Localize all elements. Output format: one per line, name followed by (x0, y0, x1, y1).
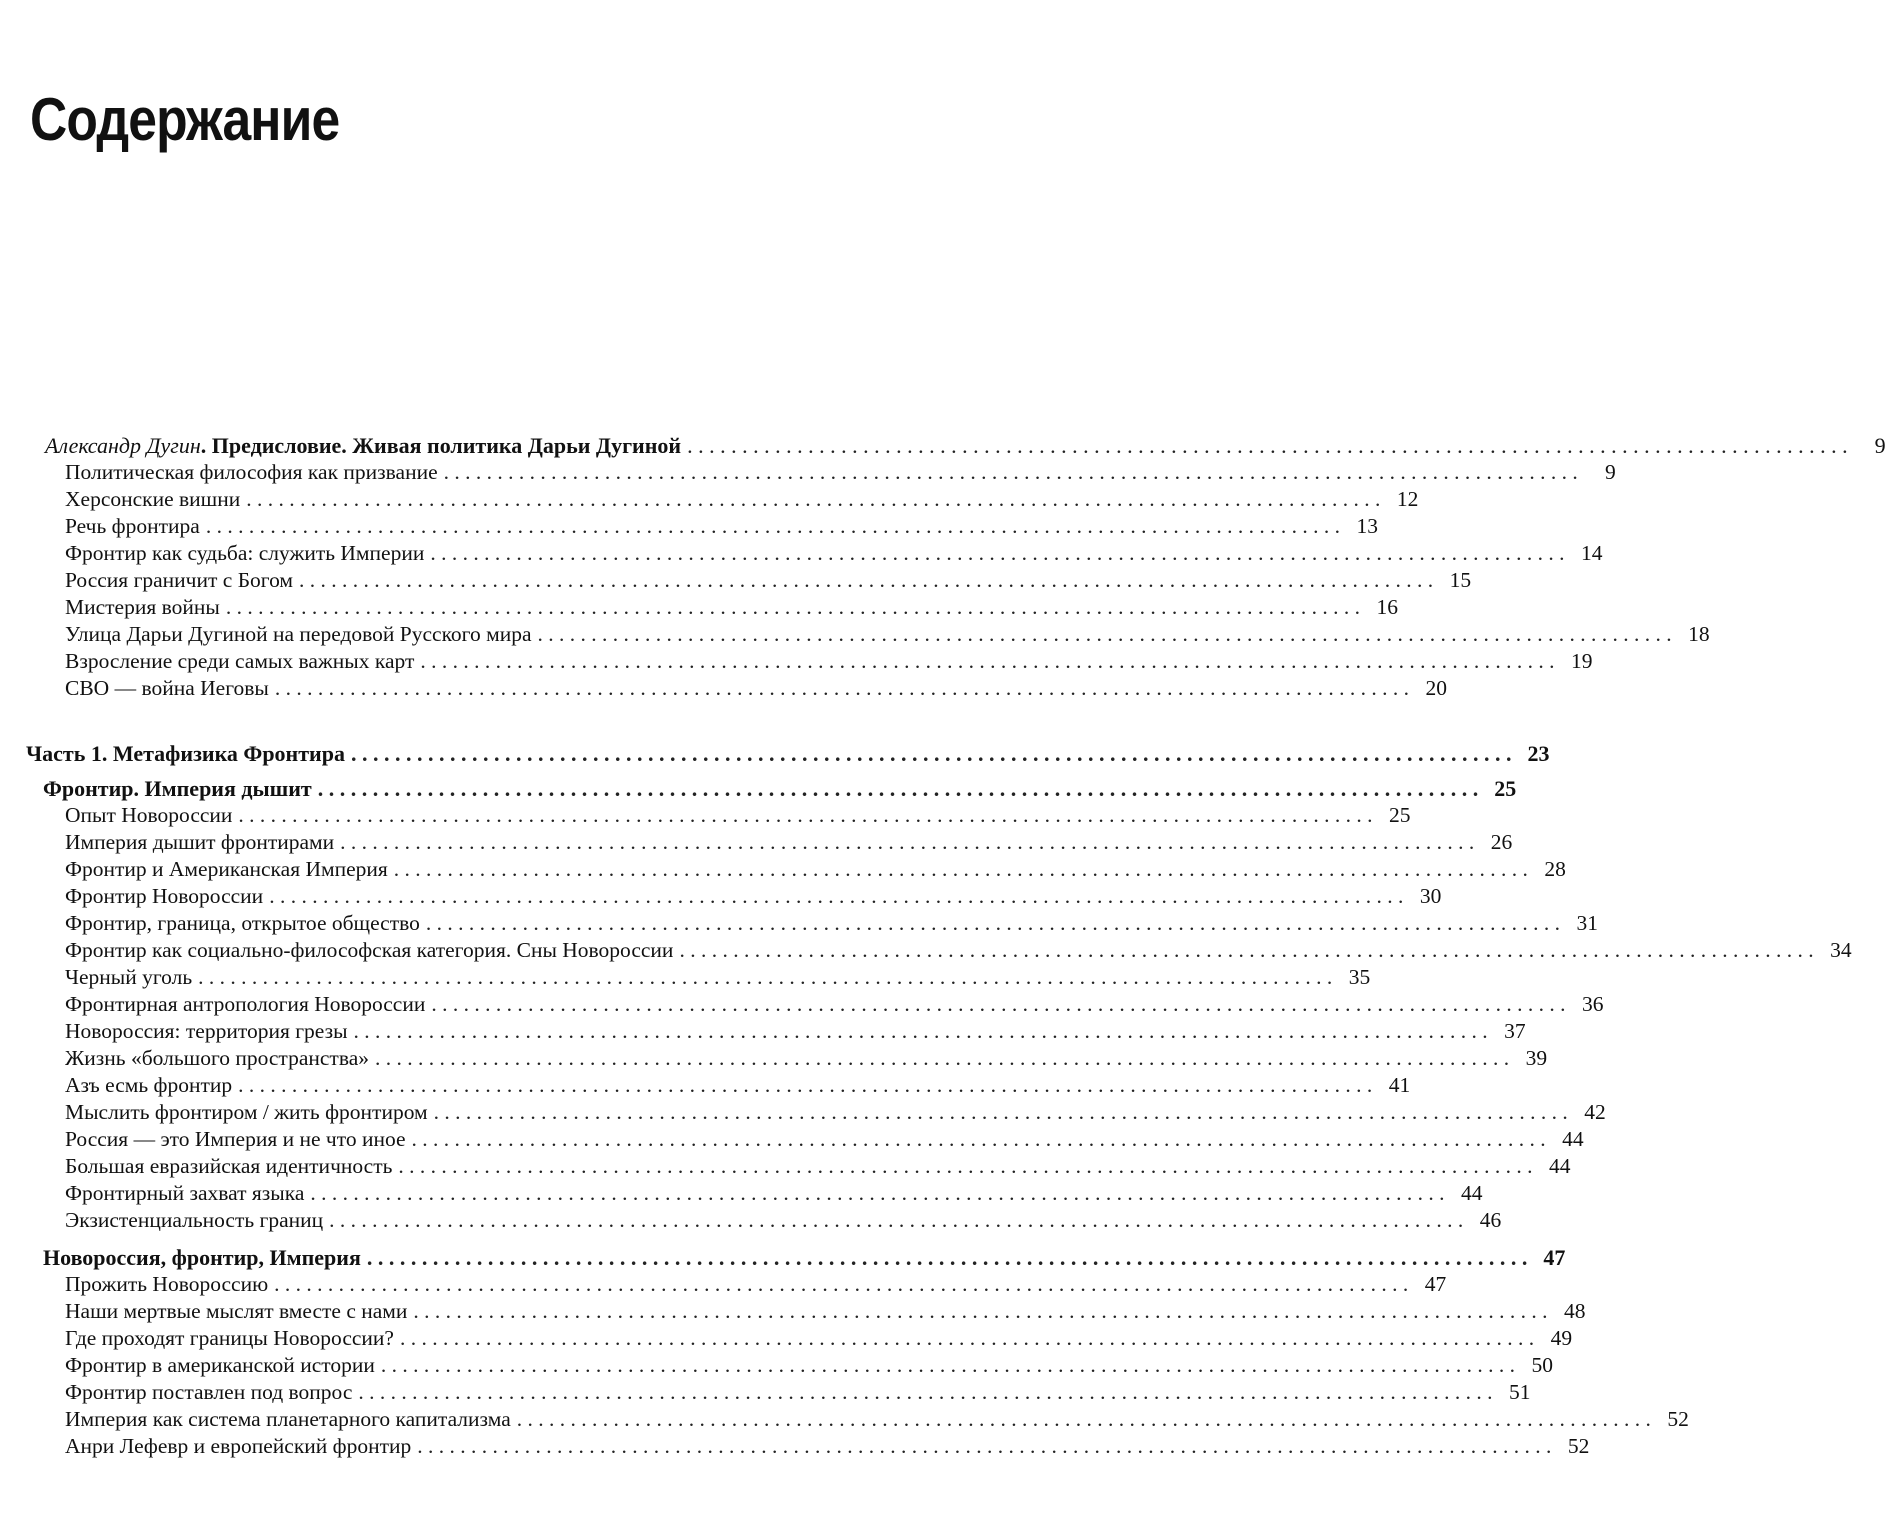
dot-leader (430, 540, 1564, 567)
page-number: 42 (1584, 1100, 1606, 1124)
entry-title: Фронтир, граница, открытое общество (65, 911, 420, 935)
page-number: 39 (1525, 1046, 1548, 1070)
entry-title: Фронтирная антропология Новороссии (65, 992, 426, 1016)
entry-title: Жизнь «большого пространства» (65, 1046, 369, 1070)
toc-entry[interactable] (65, 1298, 1586, 1325)
page-number: 15 (1449, 568, 1472, 592)
toc-entry[interactable] (65, 648, 1593, 675)
page-number: 14 (1580, 541, 1603, 565)
toc-entry[interactable] (65, 1099, 1606, 1126)
entry-title: Фронтир как судьба: служить Империи (65, 541, 425, 565)
dot-leader (444, 459, 1578, 486)
page-number: 41 (1388, 1073, 1411, 1097)
dot-leader (310, 1180, 1444, 1207)
entry-title: Экзистенциальность границ (65, 1208, 324, 1232)
dot-leader (358, 1379, 1492, 1406)
entry-title: Прожить Новороссию (65, 1272, 269, 1296)
dot-leader (679, 937, 1813, 964)
toc-entry[interactable] (65, 1433, 1590, 1460)
toc-entry[interactable] (65, 1352, 1553, 1379)
section-title: Фронтир. Империя дышит (43, 776, 312, 801)
toc-entry[interactable] (65, 459, 1616, 486)
page-number: 52 (1667, 1407, 1689, 1431)
entry-title: Опыт Новороссии (65, 803, 233, 827)
dot-leader (351, 740, 1512, 767)
entry-title: Мыслить фронтиром / жить фронтиром (65, 1100, 428, 1124)
dot-leader (226, 594, 1360, 621)
page-number: 31 (1576, 911, 1599, 935)
toc-entry[interactable] (65, 1379, 1531, 1406)
dot-leader (246, 486, 1380, 513)
toc-entry[interactable] (65, 1325, 1573, 1352)
page-number: 20 (1425, 676, 1447, 700)
entry-title: Мистерия войны (65, 595, 220, 619)
entry-title: Фронтирный захват языка (65, 1181, 305, 1205)
page-number: 25 (1389, 803, 1411, 827)
entry-title: Новороссия: территория грезы (65, 1019, 348, 1043)
page-number: 26 (1490, 830, 1513, 854)
dot-leader (538, 621, 1672, 648)
page-number: 51 (1509, 1380, 1531, 1404)
toc-entry[interactable] (65, 910, 1599, 937)
entry-title: Политическая философия как призвание (65, 460, 438, 484)
dot-leader (431, 991, 1565, 1018)
dot-leader (398, 1153, 1532, 1180)
page-number: 35 (1348, 965, 1371, 989)
part-title: Часть 1. Метафизика Фронтира (26, 741, 345, 766)
toc-entry[interactable] (65, 540, 1603, 567)
entry-title: Улица Дарьи Дугиной на передовой Русского мира (65, 622, 532, 646)
entry-title: Большая евразийская идентичность (65, 1154, 393, 1178)
toc-entry[interactable] (65, 1018, 1526, 1045)
toc-entry[interactable] (65, 1072, 1411, 1099)
entry-title: Наши мертвые мыслят вместе с нами (65, 1299, 408, 1323)
preface-title: Предисловие. Живая политика Дарьи Дугиной (211, 433, 682, 458)
dot-leader (274, 1271, 1408, 1298)
dot-leader (340, 829, 1474, 856)
page-number: 44 (1549, 1154, 1571, 1178)
dot-leader (238, 802, 1372, 829)
page-number: 46 (1479, 1208, 1502, 1232)
page-number: 18 (1688, 622, 1710, 646)
dot-leader (413, 1298, 1547, 1325)
toc-entry[interactable] (65, 1207, 1502, 1234)
page-number: 50 (1531, 1353, 1553, 1377)
page-number: 9 (1874, 433, 1886, 458)
page-number: 47 (1424, 1272, 1447, 1296)
entry-title: Фронтир Новороссии (65, 884, 264, 908)
dot-leader (198, 964, 1332, 991)
dot-leader (381, 1352, 1515, 1379)
dot-leader (238, 1072, 1372, 1099)
entry-title: СВО — война Иеговы (65, 676, 269, 700)
entry-title: Черный уголь (65, 965, 193, 989)
preface-separator: . (200, 433, 212, 458)
dot-leader (687, 432, 1848, 459)
toc-entry[interactable] (65, 802, 1411, 829)
page-title: Содержание (30, 86, 340, 153)
page-number: 12 (1396, 487, 1419, 511)
page-number: 44 (1461, 1181, 1483, 1205)
dot-leader (434, 1099, 1568, 1126)
toc-entry[interactable] (65, 856, 1566, 883)
toc-entry[interactable] (65, 1153, 1571, 1180)
toc-entry[interactable] (65, 991, 1604, 1018)
toc-entry[interactable] (65, 513, 1378, 540)
entry-title: Империя как система планетарного капитализма (65, 1407, 511, 1431)
entry-title: Где проходят границы Новороссии? (65, 1326, 394, 1350)
toc-entry[interactable] (65, 486, 1419, 513)
page-number: 16 (1376, 595, 1398, 619)
toc-entry[interactable] (65, 594, 1398, 621)
toc-entry[interactable] (65, 829, 1513, 856)
toc-entry[interactable] (65, 1406, 1689, 1433)
dot-leader (426, 910, 1560, 937)
dot-leader (206, 513, 1340, 540)
entry-title: Россия — это Империя и не что иное (65, 1127, 406, 1151)
page-number: 36 (1582, 992, 1604, 1016)
entry-title: Речь фронтира (65, 514, 200, 538)
entry-title: Херсонские вишни (65, 487, 241, 511)
toc-entry[interactable] (65, 567, 1472, 594)
toc-entry[interactable] (65, 964, 1371, 991)
dot-leader (420, 648, 1554, 675)
dot-leader (394, 856, 1528, 883)
section-title: Новороссия, фронтир, Империя (43, 1245, 361, 1270)
entry-title: Взросление среди самых важных карт (65, 649, 415, 673)
toc-entry[interactable] (65, 937, 1852, 964)
toc-entry[interactable] (65, 1126, 1584, 1153)
toc-entry-section[interactable] (43, 775, 1517, 802)
entry-title: Империя дышит фронтирами (65, 830, 335, 854)
entry-title: Фронтир и Американская Империя (65, 857, 388, 881)
entry-title: Фронтир как социально-философская категория. Сны Новороссии (65, 938, 674, 962)
preface-author: Александр Дугин (45, 433, 201, 458)
page-number: 37 (1504, 1019, 1526, 1043)
toc-entry-preface[interactable] (45, 432, 1886, 459)
page-number: 48 (1564, 1299, 1586, 1323)
dot-leader (354, 1018, 1488, 1045)
entry-title: Фронтир в американской истории (65, 1353, 375, 1377)
dot-leader (375, 1045, 1509, 1072)
dot-leader (367, 1244, 1528, 1271)
dot-leader (329, 1207, 1463, 1234)
page-number: 30 (1419, 884, 1442, 908)
page-number: 25 (1494, 776, 1517, 801)
page-number: 34 (1830, 938, 1852, 962)
entry-title: Анри Лефевр и европейский фронтир (65, 1434, 412, 1458)
page-number: 52 (1567, 1434, 1590, 1458)
toc-entry[interactable] (65, 675, 1447, 702)
dot-leader (517, 1406, 1651, 1433)
dot-leader (318, 775, 1479, 802)
page-number: 49 (1550, 1326, 1573, 1350)
toc-entry[interactable] (65, 1271, 1447, 1298)
dot-leader (299, 567, 1433, 594)
page-number: 23 (1527, 741, 1550, 766)
entry-title: Фронтир поставлен под вопрос (65, 1380, 353, 1404)
toc-entry-part-1[interactable] (26, 740, 1550, 767)
entry-title: Азъ есмь фронтир (65, 1073, 233, 1097)
dot-leader (412, 1126, 1546, 1153)
page-number: 47 (1543, 1245, 1566, 1270)
page-number: 9 (1605, 460, 1616, 484)
entry-title: Россия граничит с Богом (65, 568, 294, 592)
toc-entry[interactable] (65, 1180, 1483, 1207)
toc-entry[interactable] (65, 1045, 1548, 1072)
dot-leader (269, 883, 1403, 910)
page-number: 44 (1562, 1127, 1584, 1151)
dot-leader (417, 1433, 1551, 1460)
page-number: 13 (1356, 514, 1378, 538)
page-number: 28 (1544, 857, 1566, 881)
page-number: 19 (1571, 649, 1593, 673)
toc-entry[interactable] (65, 621, 1710, 648)
dot-leader (275, 675, 1409, 702)
dot-leader (400, 1325, 1534, 1352)
toc-entry-section[interactable] (43, 1244, 1566, 1271)
toc-entry[interactable] (65, 883, 1442, 910)
